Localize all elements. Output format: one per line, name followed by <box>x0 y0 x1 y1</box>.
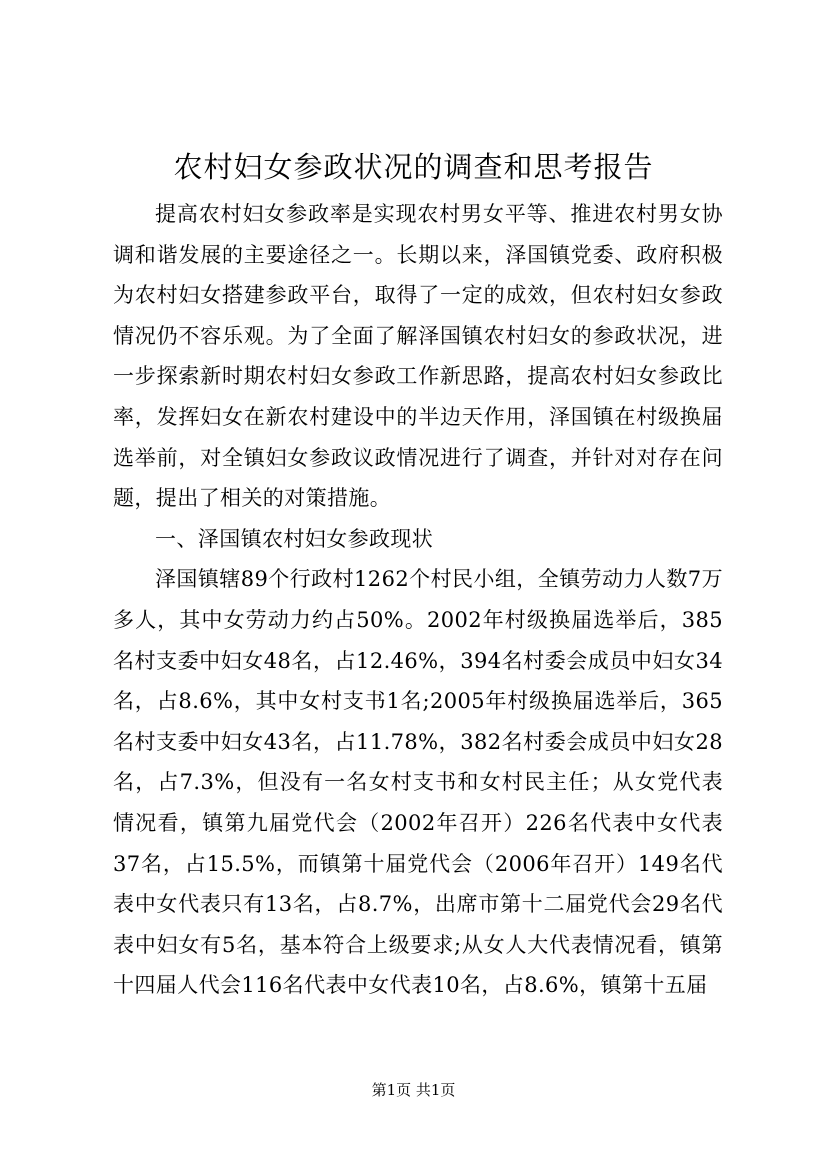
document-body <box>113 194 723 1006</box>
page-footer: 第1页 共1页 <box>371 1081 456 1099</box>
section-heading: 一、泽国镇农村妇女参政现状 <box>155 526 434 551</box>
status-paragraph: 泽国镇辖89个行政村1262个村民小组，全镇劳动力人数7万多人，其中女劳动力约占50%。2002年村级换届选举后，385名村支委中妇女48名，占12.46%，394名村委会成员中妇女34名，占8.6%，其中女村支书1名;2005年村级换届选举后，365名村支委中妇女43名，占11.78%，382名村委会成员中妇女28名，占7.3%，但没有一名女村支书和女村民主任；从女党代表情况看，镇第九届党代会（2002年召开）226名代表中女代表37名，占15.5%，而镇第十届党代会（2006年召开）149名代表中女代表只有13名，占8.7%，出席市第十二届党代会29名代表中妇女有5名，基本符合上级要求;从女人大代表情况看，镇第十四届人代会116名代表中女代表10名，占8.6%，镇第十五届 <box>113 567 723 998</box>
intro-paragraph: 提高农村妇女参政率是实现农村男女平等、推进农村男女协调和谐发展的主要途径之一。长期以来，泽国镇党委、政府积极为农村妇女搭建参政平台，取得了一定的成效，但农村妇女参政情况仍不容乐观。为了全面了解泽国镇农村妇女的参政状况，进一步探索新时期农村妇女参政工作新思路，提高农村妇女参政比率，发挥妇女在新农村建设中的半边天作用，泽国镇在村级换届选举前，对全镇妇女参政议政情况进行了调查，并针对对存在问题，提出了相关的对策措施。 <box>113 202 723 511</box>
document-title: 农村妇女参政状况的调查和思考报告 <box>173 150 654 184</box>
